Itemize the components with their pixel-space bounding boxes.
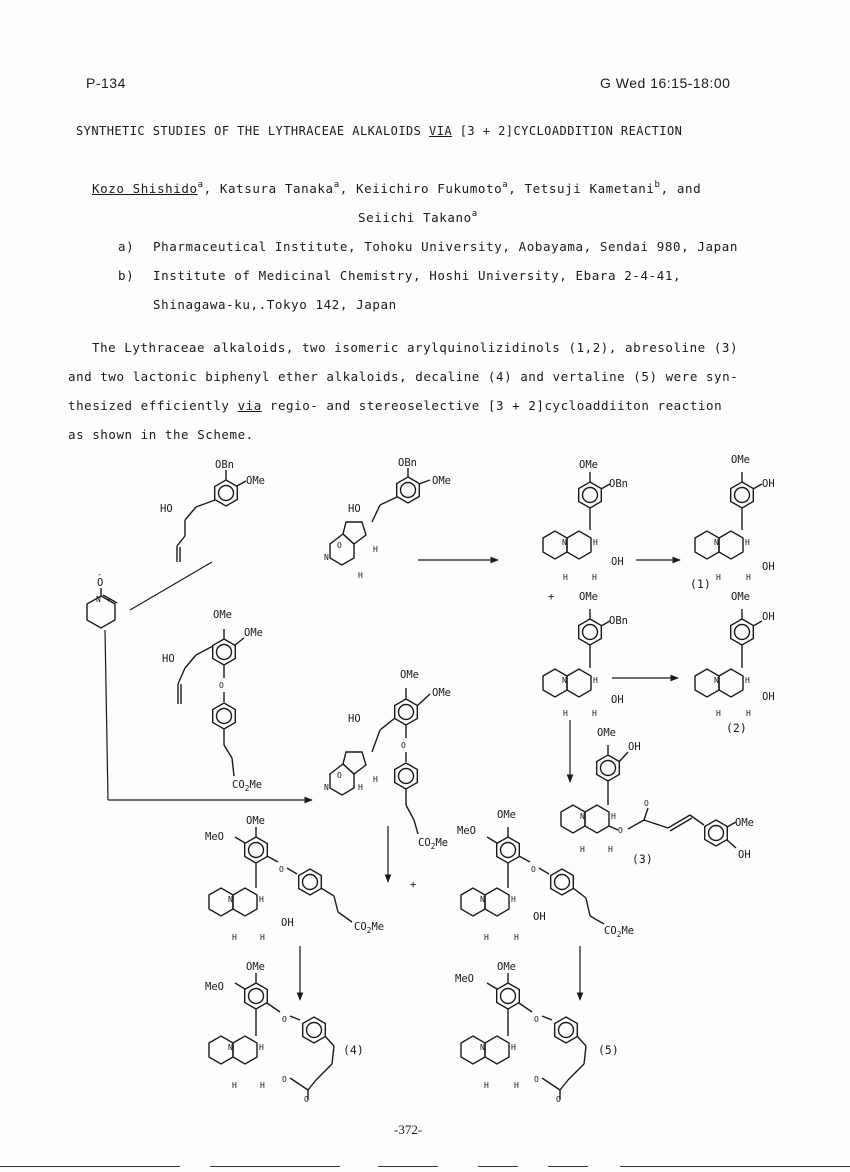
c5-o-ring: O bbox=[534, 1075, 539, 1084]
c2-n: N bbox=[714, 676, 719, 685]
quin-top-h2: H bbox=[563, 573, 568, 582]
nitrone-o: O bbox=[97, 577, 104, 589]
low-sub-o: O bbox=[219, 681, 224, 690]
author-4: , Tetsuji Kametani bbox=[508, 181, 655, 196]
c5-o-carbonyl: O bbox=[556, 1095, 561, 1104]
arrow-nitrone-top bbox=[130, 562, 212, 610]
qel-me: Me bbox=[371, 921, 385, 933]
author-2-sup: a bbox=[333, 180, 340, 190]
nitrone-structure bbox=[87, 570, 117, 628]
affiliation-b-text: Institute of Medicinal Chemistry, Hoshi University, Ebara 2-4-41, bbox=[153, 268, 682, 283]
c2-ome: OMe bbox=[731, 591, 750, 603]
abstract-line-3-via: via bbox=[237, 398, 262, 413]
c2-h1: H bbox=[745, 676, 750, 685]
c1-oh2: OH bbox=[762, 561, 775, 573]
qel-h2: H bbox=[232, 933, 237, 942]
affiliation-b-marker: b) bbox=[118, 268, 135, 283]
compound-4-label: (4) bbox=[343, 1043, 364, 1057]
low-isox-ome2: OMe bbox=[432, 687, 451, 699]
low-sub-co: CO bbox=[232, 779, 245, 791]
abstract-line-2: and two lactonic biphenyl ether alkaloids, decaline (4) and vertaline (5) were syn- bbox=[68, 369, 739, 384]
quin-mid-ome: OMe bbox=[579, 591, 598, 603]
c4-h1: H bbox=[259, 1043, 264, 1052]
low-isox-n: N bbox=[324, 783, 329, 792]
c1-ome: OMe bbox=[731, 454, 750, 466]
qel-h3: H bbox=[260, 933, 265, 942]
top-isox-ho: HO bbox=[348, 503, 361, 515]
scan-line-6 bbox=[620, 1166, 850, 1167]
qel-oh: OH bbox=[281, 917, 294, 929]
quin-mid-oh: OH bbox=[611, 694, 624, 706]
author-5: , and bbox=[660, 181, 702, 196]
qer-meo: MeO bbox=[457, 825, 476, 837]
top-isox-o: O bbox=[337, 541, 342, 550]
low-sub-me: Me bbox=[249, 779, 263, 791]
c5-ome: OMe bbox=[497, 961, 516, 973]
c1-oh1: OH bbox=[762, 478, 775, 490]
quin-mid-obn: OBn bbox=[609, 615, 628, 627]
quin-top-obn: OBn bbox=[609, 478, 628, 490]
lower-alkene-substrate bbox=[162, 609, 263, 793]
author-3-sup: a bbox=[502, 180, 509, 190]
top-isoxazolidine bbox=[324, 457, 451, 580]
qel-co2me bbox=[354, 921, 384, 935]
qel-ome1: OMe bbox=[246, 815, 265, 827]
low-isox-co-sub: 2 bbox=[430, 842, 436, 851]
qel-meo: MeO bbox=[205, 831, 224, 843]
qel-h1: H bbox=[259, 895, 264, 904]
low-sub-ome1: OMe bbox=[213, 609, 232, 621]
lower-isoxazolidine bbox=[324, 669, 451, 851]
qer-n: N bbox=[480, 895, 485, 904]
qer-o: O bbox=[531, 865, 536, 874]
quin-top-oh: OH bbox=[611, 556, 624, 568]
top-isox-h1: H bbox=[373, 545, 378, 554]
top-sub-ome: OMe bbox=[246, 475, 265, 487]
quin-mid-n: N bbox=[562, 676, 567, 685]
c3-ome2: OMe bbox=[735, 817, 754, 829]
low-isox-o2: O bbox=[401, 741, 406, 750]
c3-oh1: OH bbox=[628, 741, 641, 753]
c2-h3: H bbox=[746, 709, 751, 718]
qer-me: Me bbox=[621, 925, 635, 937]
quin-top-ome: OMe bbox=[579, 459, 598, 471]
c4-o1: O bbox=[282, 1015, 287, 1024]
c5-n: N bbox=[480, 1043, 485, 1052]
qel-co-sub: 2 bbox=[366, 926, 372, 935]
low-isox-ho: HO bbox=[348, 713, 361, 725]
c4-ome: OMe bbox=[246, 961, 265, 973]
low-isox-co2me bbox=[418, 837, 448, 851]
scan-line-2 bbox=[210, 1166, 340, 1167]
top-isox-h2: H bbox=[358, 571, 363, 580]
c3-ome1: OMe bbox=[597, 727, 616, 739]
c1-n: N bbox=[714, 538, 719, 547]
plus-sign-2: + bbox=[410, 879, 417, 891]
top-alkene-substrate bbox=[160, 459, 265, 562]
quinolizidine-obn-top bbox=[543, 459, 628, 582]
author-6: Seiichi Takano bbox=[358, 210, 472, 225]
qer-oh: OH bbox=[533, 911, 546, 923]
c5-h1: H bbox=[511, 1043, 516, 1052]
affiliation-a-text: Pharmaceutical Institute, Tohoku University, Aobayama, Sendai 980, Japan bbox=[153, 239, 739, 254]
quin-top-h3: H bbox=[592, 573, 597, 582]
top-isox-n: N bbox=[324, 553, 329, 562]
quinolizidine-obn-middle bbox=[543, 591, 628, 718]
affiliation-b-text-2: Shinagawa-ku,.Tokyo 142, Japan bbox=[153, 297, 397, 312]
scan-line-1 bbox=[0, 1166, 180, 1167]
scan-line-5 bbox=[548, 1166, 588, 1167]
scan-line-4 bbox=[478, 1166, 518, 1167]
c3-o-carbonyl: O bbox=[644, 799, 649, 808]
author-1: Kozo Shishido bbox=[92, 181, 198, 196]
page-number: -372- bbox=[394, 1122, 423, 1137]
nitrone-plus: + bbox=[106, 595, 111, 604]
abstract-line-3-pre: thesized efficiently bbox=[68, 398, 238, 413]
c4-o-ring: O bbox=[282, 1075, 287, 1084]
low-isox-h1: H bbox=[373, 775, 378, 784]
compound-5-label: (5) bbox=[598, 1043, 619, 1057]
c5-h3: H bbox=[514, 1081, 519, 1090]
c3-h1: H bbox=[611, 812, 616, 821]
c4-h3: H bbox=[260, 1081, 265, 1090]
c1-h1: H bbox=[745, 538, 750, 547]
scan-line-3 bbox=[378, 1166, 438, 1167]
qer-co2me bbox=[604, 925, 634, 939]
compound-3-structure bbox=[561, 727, 754, 866]
c5-meo: MeO bbox=[455, 973, 474, 985]
quin-top-n: N bbox=[562, 538, 567, 547]
nitrone-n: N bbox=[96, 595, 101, 604]
c1-h3: H bbox=[746, 573, 751, 582]
author-3: , Keiichiro Fukumoto bbox=[339, 181, 503, 196]
compound-2-structure bbox=[695, 591, 775, 735]
compound-2-label: (2) bbox=[726, 721, 747, 735]
abstract-line-3-post: regio- and stereoselective [3 + 2]cycloaddiiton reaction bbox=[261, 398, 723, 413]
qer-h3: H bbox=[514, 933, 519, 942]
low-sub-ome2: OMe bbox=[244, 627, 263, 639]
c5-h2: H bbox=[484, 1081, 489, 1090]
low-isox-co: CO bbox=[418, 837, 431, 849]
title-post: [3 + 2]CYCLOADDITION REACTION bbox=[452, 124, 683, 138]
c2-h2: H bbox=[716, 709, 721, 718]
session-time: G Wed 16:15-18:00 bbox=[600, 75, 731, 91]
poster-id: P-134 bbox=[86, 75, 126, 91]
low-sub-ho: HO bbox=[162, 653, 175, 665]
abstract-line-1: The Lythraceae alkaloids, two isomeric arylquinolizidinols (1,2), abresoline (3) bbox=[92, 340, 739, 355]
c4-meo: MeO bbox=[205, 981, 224, 993]
nitrone-minus: - bbox=[97, 570, 102, 579]
c4-n: N bbox=[228, 1043, 233, 1052]
c3-n: N bbox=[580, 812, 585, 821]
author-6-sup: a bbox=[471, 209, 478, 219]
qer-ome1: OMe bbox=[497, 809, 516, 821]
low-isox-me: Me bbox=[435, 837, 449, 849]
qer-h2: H bbox=[484, 933, 489, 942]
qer-co-sub: 2 bbox=[616, 930, 622, 939]
qel-o: O bbox=[279, 865, 284, 874]
title-via: VIA bbox=[429, 124, 453, 138]
author-4-sup: b bbox=[654, 180, 661, 190]
qel-n: N bbox=[228, 895, 233, 904]
c4-o-carbonyl: O bbox=[304, 1095, 309, 1104]
abstract-line-4: as shown in the Scheme. bbox=[68, 427, 254, 442]
compound-5-structure bbox=[455, 961, 619, 1104]
c5-o1: O bbox=[534, 1015, 539, 1024]
c3-oh2: OH bbox=[738, 849, 751, 861]
low-sub-co2me bbox=[232, 779, 262, 793]
c3-h3: H bbox=[608, 845, 613, 854]
top-sub-obn: OBn bbox=[215, 459, 234, 471]
low-isox-h2: H bbox=[358, 783, 363, 792]
author-2: , Katsura Tanaka bbox=[203, 181, 334, 196]
arrow-nitrone-down bbox=[105, 630, 108, 800]
quinolizidine-ester-right bbox=[457, 809, 634, 942]
c2-oh2: OH bbox=[762, 691, 775, 703]
title-pre: SYNTHETIC STUDIES OF THE LYTHRACEAE ALKALOIDS bbox=[76, 124, 430, 138]
quinolizidine-ester-left bbox=[205, 815, 384, 942]
c2-oh1: OH bbox=[762, 611, 775, 623]
qer-co: CO bbox=[604, 925, 617, 937]
compound-3-label: (3) bbox=[632, 852, 653, 866]
compound-1-label: (1) bbox=[690, 577, 711, 591]
author-1-sup: a bbox=[197, 180, 204, 190]
plus-sign-1: + bbox=[548, 591, 555, 603]
top-sub-ho: HO bbox=[160, 503, 173, 515]
quin-mid-h2: H bbox=[563, 709, 568, 718]
c3-h2: H bbox=[580, 845, 585, 854]
low-sub-co-sub: 2 bbox=[244, 784, 250, 793]
compound-1-structure bbox=[690, 454, 775, 591]
quin-mid-h3: H bbox=[592, 709, 597, 718]
qel-co: CO bbox=[354, 921, 367, 933]
c4-h2: H bbox=[232, 1081, 237, 1090]
quin-top-h1: H bbox=[593, 538, 598, 547]
top-isox-ome: OMe bbox=[432, 475, 451, 487]
top-isox-obn: OBn bbox=[398, 457, 417, 469]
c1-h2: H bbox=[716, 573, 721, 582]
qer-h1: H bbox=[511, 895, 516, 904]
c3-o-ester: O bbox=[618, 826, 623, 835]
affiliation-a-marker: a) bbox=[118, 239, 135, 254]
quin-mid-h1: H bbox=[593, 676, 598, 685]
low-isox-ome1: OMe bbox=[400, 669, 419, 681]
compound-4-structure bbox=[205, 961, 364, 1104]
low-isox-o: O bbox=[337, 771, 342, 780]
